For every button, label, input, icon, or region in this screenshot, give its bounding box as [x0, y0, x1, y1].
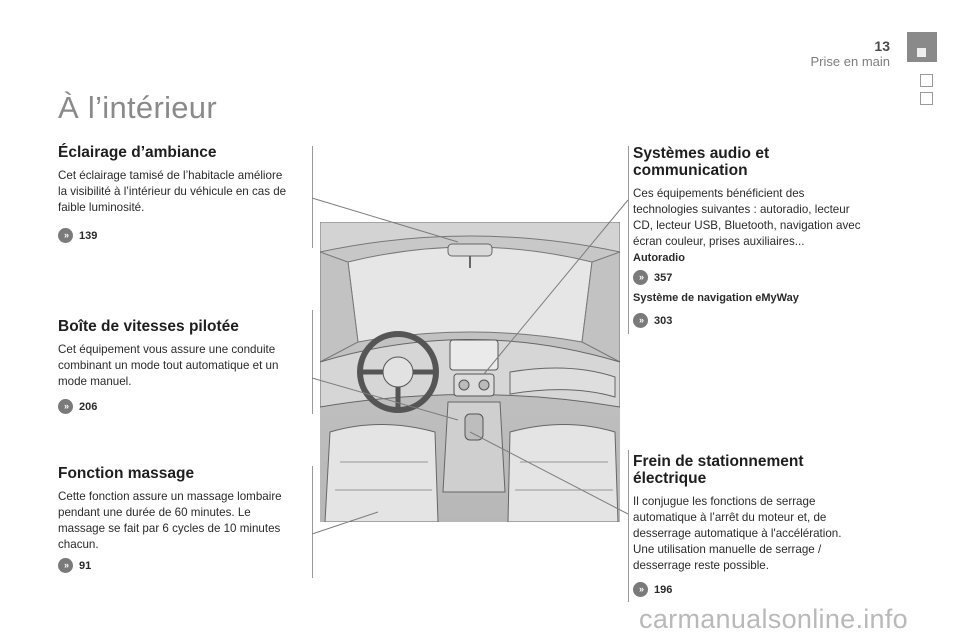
section-heading: Éclairage d’ambiance [58, 144, 217, 161]
section-heading: Boîte de vitesses pilotée [58, 318, 239, 335]
reference-page-number: 196 [654, 583, 673, 596]
heading-line: Systèmes audio et [633, 145, 770, 162]
body-line: desserrage automatique à l'accélération. [633, 527, 842, 540]
body-line: chacun. [58, 538, 99, 551]
subheading-navigation: Système de navigation eMyWay [633, 292, 799, 304]
body-line: Il conjugue les fonctions de serrage [633, 495, 816, 508]
body-line: combinant un mode tout automatique et un [58, 359, 279, 372]
heading-line: communication [633, 162, 748, 179]
body-line: écran couleur, prises auxiliaires... [633, 235, 805, 248]
body-line: faible luminosité. [58, 201, 145, 214]
heading-line: Frein de stationnement [633, 453, 804, 470]
chevron-right-icon: » [58, 399, 73, 414]
chevron-right-icon: » [58, 558, 73, 573]
body-line: la visibilité à l’intérieur du véhicule en cas de [58, 185, 287, 198]
chevron-right-icon: » [633, 313, 648, 328]
body-line: Ces équipements bénéficient des [633, 187, 805, 200]
page-number: 13 [874, 38, 890, 54]
chevron-right-icon: » [633, 582, 648, 597]
reference-page-number: 206 [79, 400, 98, 413]
body-line: Cette fonction assure un massage lombaire [58, 490, 282, 503]
heading-line: électrique [633, 470, 707, 487]
page-title: À l’intérieur [58, 90, 217, 125]
leader-line-audio [484, 200, 628, 374]
chevron-right-icon: » [58, 228, 73, 243]
watermark: carmanualsonline.info [639, 604, 908, 634]
body-line: desserrage reste possible. [633, 559, 769, 572]
body-line: mode manuel. [58, 375, 132, 388]
reference-page-number: 357 [654, 271, 673, 284]
reference-page-number: 91 [79, 559, 92, 572]
leader-line-brake [470, 432, 628, 514]
subheading-radio: Autoradio [633, 252, 685, 264]
leader-line-gearbox [312, 378, 458, 420]
reference-page-number: 139 [79, 229, 98, 242]
body-line: automatique à l’arrêt du moteur et, de [633, 511, 827, 524]
body-line: pendant une durée de 60 minutes. Le [58, 506, 251, 519]
body-line: Cet éclairage tamisé de l’habitacle améliore [58, 169, 283, 182]
section-name: Prise en main [810, 54, 890, 69]
body-line: Une utilisation manuelle de serrage / [633, 543, 822, 556]
leader-line-ambiance [312, 198, 458, 242]
reference-page-number: 303 [654, 314, 673, 327]
body-line: Cet équipement vous assure une conduite [58, 343, 276, 356]
leader-line-massage [312, 512, 378, 534]
section-heading: Fonction massage [58, 465, 195, 482]
body-line: massage se fait par 6 cycles de 10 minutes [58, 522, 281, 535]
body-line: CD, lecteur USB, Bluetooth, navigation avec [633, 219, 861, 232]
chevron-right-icon: » [633, 270, 648, 285]
body-line: technologies suivantes : autoradio, lecteur [633, 203, 850, 216]
